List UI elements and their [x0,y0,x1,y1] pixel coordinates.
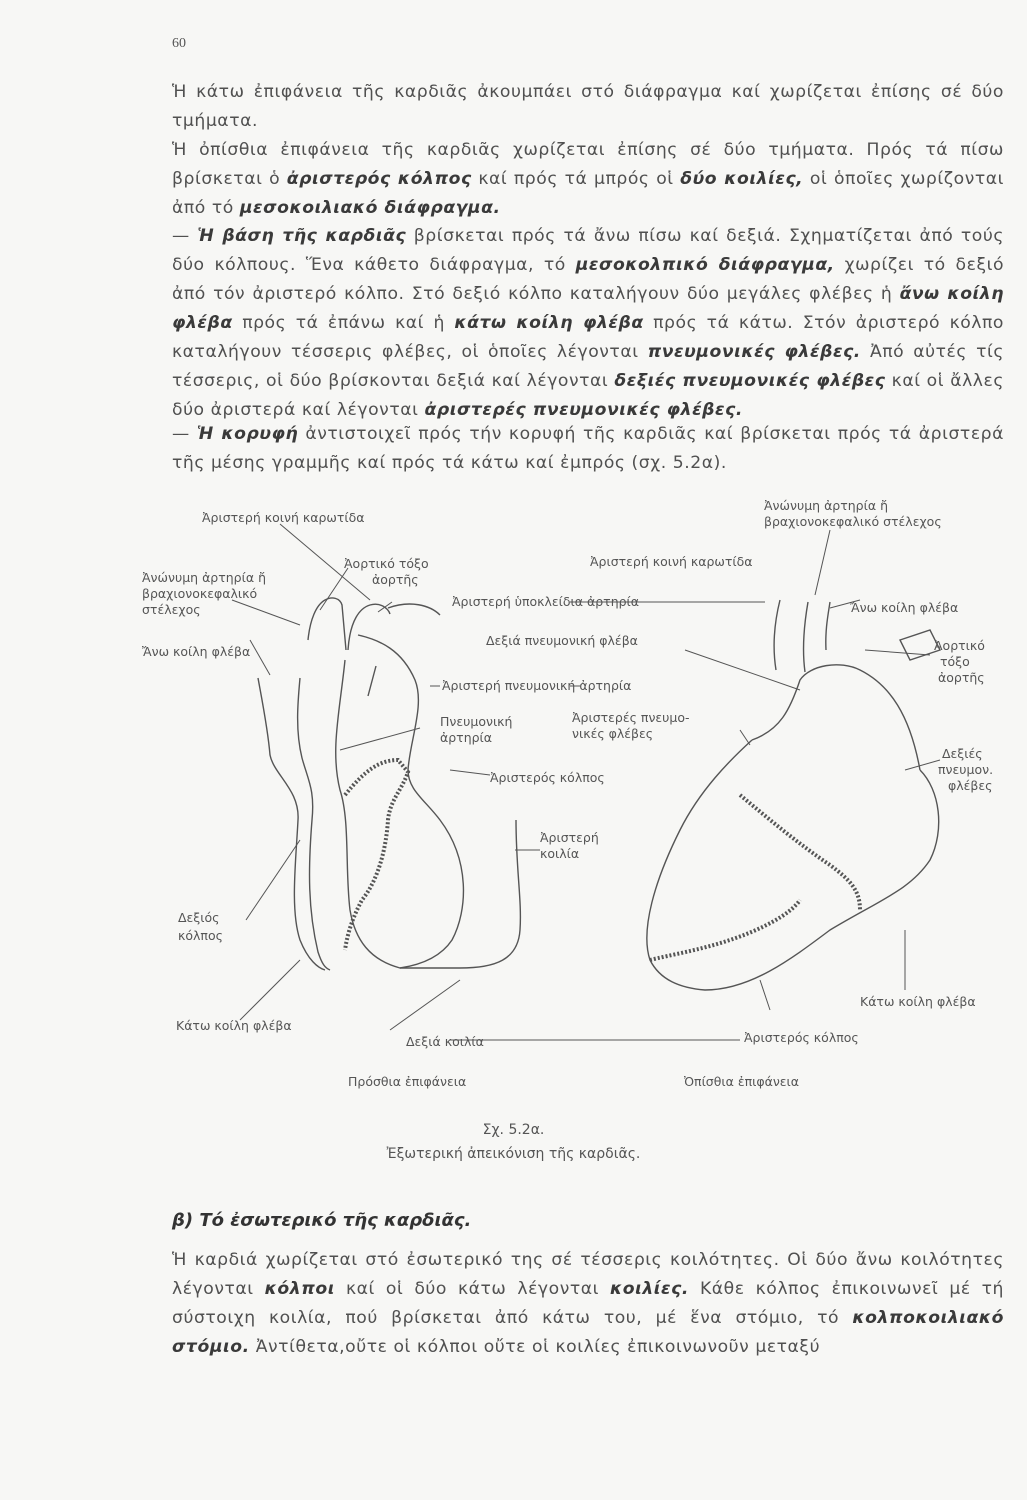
label-pulmonary-artery: Πνευμονική [440,714,513,729]
figure-labels [142,498,993,1089]
figure-number: Σχ. 5.2α. [482,1122,545,1138]
label-aortic-arch-posterior: Ἀορτικό [934,638,985,653]
label-left-ventricle-2: κοιλία [540,846,580,861]
label-left-pulmonary-veins: Ἀριστερές πνευμο- [572,710,690,725]
paragraph-inferior-surface [172,78,1004,136]
text: ἀντιστοιχεῖ πρός τήν κορυφή τῆς καρδιᾶς καί βρίσκεται πρός τά ἀριστερά τῆς μέσης γραμμῆς καί πρός τά κάτω καί ἐμπρός (σχ. 5.2α). [172,424,1004,473]
label-brachiocephalic-anterior: Ἀνώνυμη ἀρτηρία ἤ [142,570,266,585]
figure-caption: Ἐξωτερική ἀπεικόνιση τῆς καρδιᾶς. [386,1146,641,1162]
label-anterior-surface: Πρόσθια ἐπιφάνεια [348,1074,467,1089]
paragraph-posterior-surface [172,136,1004,223]
text: πρός τά ἐπάνω καί ἡ [232,313,455,333]
label-left-subclavian: Ἀριστερή ὑποκλείδια ἀρτηρία [452,594,640,609]
text: Ἀντίθετα,οὔτε οἱ κόλποι οὔτε οἱ κοιλίες ἐπικοινωνοῦν μεταξύ [249,1337,821,1357]
section-heading: β) Τό ἐσωτερικό τῆς καρδιᾶς. [172,1210,472,1231]
text: οἱ ὁποῖες χωρίζονται ἀπό τό [172,169,1004,218]
term: ἄνω κοίλη φλέβα [172,284,1005,333]
label-brachiocephalic-anterior-2: βραχιονοκεφαλικό [142,586,258,601]
term: κολποκοιλιακό στόμιο. [172,1308,1004,1357]
term: ἀριστερός κόλπος [286,169,472,189]
text: Ἡ ὀπίσθια ἐπιφάνεια τῆς καρδιᾶς χωρίζεται ἐπίσης σέ δύο τμήματα. Πρός τά πίσω βρίσκεται ὁ [172,140,1004,189]
text: Ἡ κάτω ἐπιφάνεια τῆς καρδιᾶς ἀκουμπάει στό διάφραγμα καί χωρίζεται ἐπίσης σέ δύο τμήματα. [172,82,1004,131]
label-left-common-carotid-anterior: Ἀριστερή κοινή καρωτίδα [202,510,365,525]
label-left-pulmonary-artery: Ἀριστερή πνευμονική ἀρτηρία [442,678,632,693]
term: πνευμονικές φλέβες. [647,342,861,362]
term: κόλποι [264,1279,335,1299]
page-number: 60 [172,36,186,51]
term: δύο κοιλίες, [680,169,804,189]
label-left-pulmonary-veins-2: νικές φλέβες [572,726,654,741]
paragraph-interior [172,1246,1004,1362]
text: — [172,226,198,246]
label-right-pulmonary-veins-2: πνευμον. [938,762,994,777]
term: Ἡ κορυφή [196,424,299,444]
label-pulmonary-artery-2: ἀρτηρία [440,730,493,745]
label-aortic-arch-posterior-3: ἀορτῆς [938,670,985,685]
text: βρίσκεται πρός τά ἄνω πίσω καί δεξιά. Σχηματίζεται ἀπό τούς δύο κόλπους. Ἕνα κάθετο διάφραγμα, τό [172,226,1004,275]
label-brachiocephalic-anterior-3: στέλεχος [142,602,201,617]
label-inferior-vena-cava-anterior: Κάτω κοίλη φλέβα [176,1018,292,1033]
text: καί οἱ δύο κάτω λέγονται [334,1279,610,1299]
term: μεσοκοιλιακό διάφραγμα. [239,198,501,218]
label-posterior-surface: Ὀπίσθια ἐπιφάνεια [684,1074,800,1089]
label-left-atrium-posterior: Ἀριστερός κόλπος [744,1030,859,1045]
label-brachiocephalic-posterior-2: βραχιονοκεφαλικό στέλεχος [764,514,942,529]
term: δεξιές πνευμονικές φλέβες [614,371,886,391]
label-right-ventricle: Δεξιά κοιλία [406,1034,484,1049]
text: Κάθε κόλπος ἐπικοινωνεῖ μέ τή σύστοιχη κοιλία, πού βρίσκεται ἀπό κάτω του, μέ ἕνα στόμιο, τό [172,1279,1004,1328]
text: Ἀπό αὐτές τίς τέσσερις, οἱ δύο βρίσκονται δεξιά καί λέγονται [172,342,1004,391]
label-left-atrium-anterior: Ἀριστερός κόλπος [490,770,605,785]
text: πρός τά κάτω. Στόν ἀριστερό κόλπο καταλήγουν τέσσερις φλέβες, οἱ ὁποῖες λέγονται [172,313,1004,362]
posterior-heart-drawing [647,600,940,990]
label-aortic-arch-posterior-2: τόξο [940,654,970,669]
paragraph-base [172,222,1004,425]
label-right-pulmonary-veins-3: φλέβες [948,778,993,793]
term: κοιλίες. [610,1279,689,1299]
label-right-pulmonary-veins: Δεξιές [942,746,983,761]
label-left-ventricle: Ἀριστερή [540,830,599,845]
label-aortic-arch-anterior-2: ἀορτῆς [372,572,419,587]
paragraph-apex [172,420,1004,478]
label-right-atrium: Δεξιός [178,910,220,925]
term: ἀριστερές πνευμονικές φλέβες. [424,400,743,420]
term: μεσοκολπικό διάφραγμα, [575,255,835,275]
label-inferior-vena-cava-posterior: Κάτω κοίλη φλέβα [860,994,976,1009]
label-superior-vena-cava-anterior: Ἄνω κοίλη φλέβα [142,644,251,659]
text: καί πρός τά μπρός οἱ [471,169,681,189]
text: χωρίζει τό δεξιό ἀπό τόν ἀριστερό κόλπο. Στό δεξιό κόλπο καταλήγουν δύο μεγάλες φλέβες ἡ [172,255,1005,304]
text: Ἡ καρδιά χωρίζεται στό ἐσωτερικό της σέ τέσσερις κοιλότητες. Οἱ δύο ἄνω κοιλότητες λέγονται [172,1250,1004,1299]
text: — [172,424,197,444]
anterior-heart-drawing [258,598,520,970]
label-aortic-arch-anterior: Ἀορτικό τόξο [344,556,429,571]
term: Ἡ βάση τῆς καρδιᾶς [197,226,407,246]
label-superior-vena-cava-posterior: Ἄνω κοίλη φλέβα [850,600,959,615]
label-right-pulmonary-vein: Δεξιά πνευμονική φλέβα [486,633,638,648]
term: κάτω κοίλη φλέβα [454,313,644,333]
label-brachiocephalic-posterior: Ἀνώνυμη ἀρτηρία ἤ [764,498,888,513]
text: καί οἱ ἄλλες δύο ἀριστερά καί λέγονται [172,371,1005,420]
heart-figure [140,490,1020,1100]
label-right-atrium-2: κόλπος [178,928,223,943]
label-left-common-carotid-posterior: Ἀριστερή κοινή καρωτίδα [590,554,753,569]
